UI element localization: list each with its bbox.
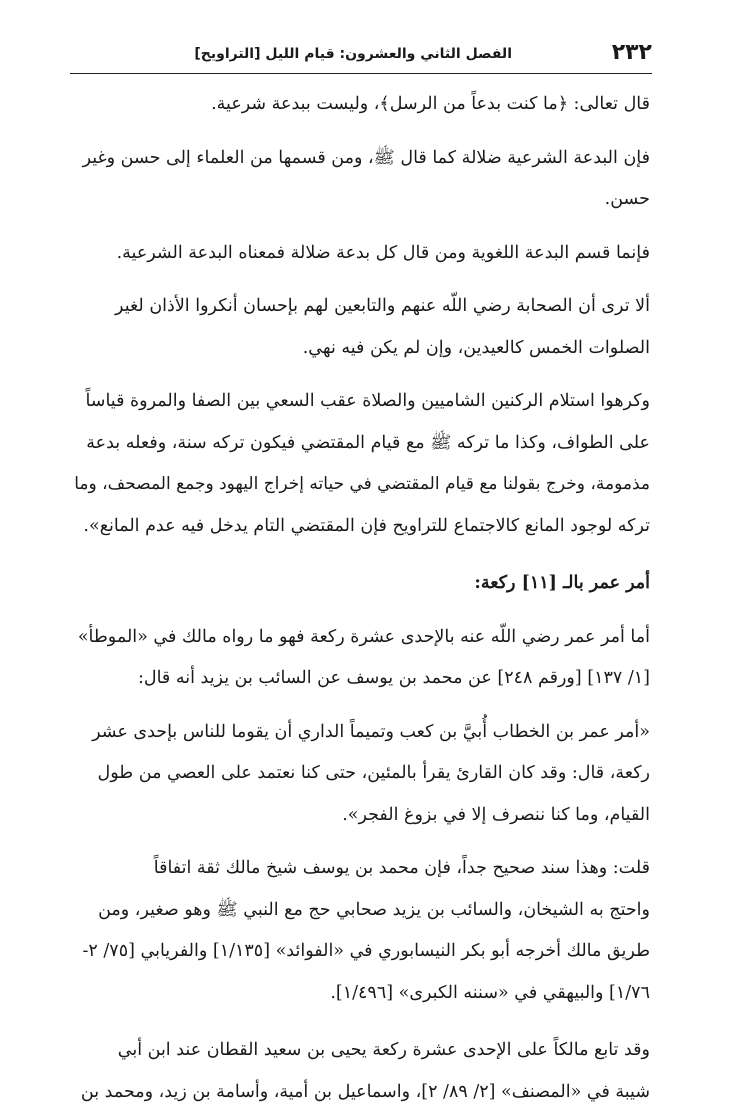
text-line-8: على الطواف، وكذا ما تركه ﷺ مع قيام المقتضي فيكون تركه سنة، وفعله بدعة [66, 423, 650, 465]
text-line-1: قال تعالى: ﴿ما كنت بدعاً من الرسل﴾، وليست ببدعة شرعية. [66, 84, 650, 126]
page-number: ٢٣٢ [612, 40, 652, 65]
text-line-17: قلت: وهذا سند صحيح جداً، فإن محمد بن يوسف شيخ مالك ثقة اتفاقاً [66, 848, 650, 890]
text-line-7: وكرهوا استلام الركنين الشاميين والصلاة عقب السعي بين الصفا والمروة قياساً [66, 381, 650, 423]
text-line-9: مذمومة، وخرج بقولنا مع قيام المقتضي في حياته إخراج اليهود وجمع المصحف، وما [66, 464, 650, 506]
text-line-6: الصلوات الخمس كالعيدين، وإن لم يكن فيه نهي. [66, 328, 650, 370]
text-line-20: ١/٧٦] والبيهقي في «سننه الكبرى» [١/٤٩٦]. [66, 973, 650, 1015]
text-line-21: وقد تابع مالكاً على الإحدى عشرة ركعة يحيى بن سعيد القطان عند ابن أبي [66, 1030, 650, 1072]
text-line-2: فإن البدعة الشرعية ضلالة كما قال ﷺ، ومن قسمها من العلماء إلى حسن وغير [66, 138, 650, 180]
text-line-3: حسن. [66, 179, 650, 221]
section-heading: أمر عمر بالـ [١١] ركعة: [66, 563, 650, 605]
text-line-22: شيبة في «المصنف» [٢/ ٨٩/ ٢]، واسماعيل بن أمية، وأسامة بن زيد، ومحمد بن [66, 1072, 650, 1113]
text-line-12: أما أمر عمر رضي اللّه عنه بالإحدى عشرة ركعة فهو ما رواه مالك في «الموطأ» [66, 617, 650, 659]
header-divider [70, 73, 652, 74]
body-text [66, 84, 650, 1113]
text-line-18: واحتج به الشيخان، والسائب بن يزيد صحابي حج مع النبي ﷺ وهو صغير، ومن [66, 890, 650, 932]
text-line-16: القيام، وما كنا ننصرف إلا في بزوغ الفجر». [66, 795, 650, 837]
text-line-19: طريق مالك أخرجه أبو بكر النيسابوري في «الفوائد» [١/١٣٥] والفريابي [٧٥/ ٢- [66, 931, 650, 973]
running-title: الفصل الثاني والعشرون: قيام الليل [التراويح] [194, 46, 512, 62]
text-line-4: فإنما قسم البدعة اللغوية ومن قال كل بدعة ضلالة فمعناه البدعة الشرعية. [66, 233, 650, 275]
text-line-14: «أمر عمر بن الخطاب أُبيَّ بن كعب وتميماً الداري أن يقوما للناس بإحدى عشر [66, 712, 650, 754]
text-line-13: [١/ ١٣٧] [ورقم ٢٤٨] عن محمد بن يوسف عن السائب بن يزيد أنه قال: [66, 658, 650, 700]
text-line-10: تركه لوجود المانع كالاجتماع للتراويح فإن المقتضي التام يدخل فيه عدم المانع». [66, 506, 650, 548]
text-line-15: ركعة، قال: وقد كان القارئ يقرأ بالمئين، حتى كنا نعتمد على العصي من طول [66, 753, 650, 795]
text-line-5: ألا ترى أن الصحابة رضي اللّه عنهم والتابعين لهم بإحسان أنكروا الأذان لغير [66, 286, 650, 328]
page-header [70, 40, 652, 74]
